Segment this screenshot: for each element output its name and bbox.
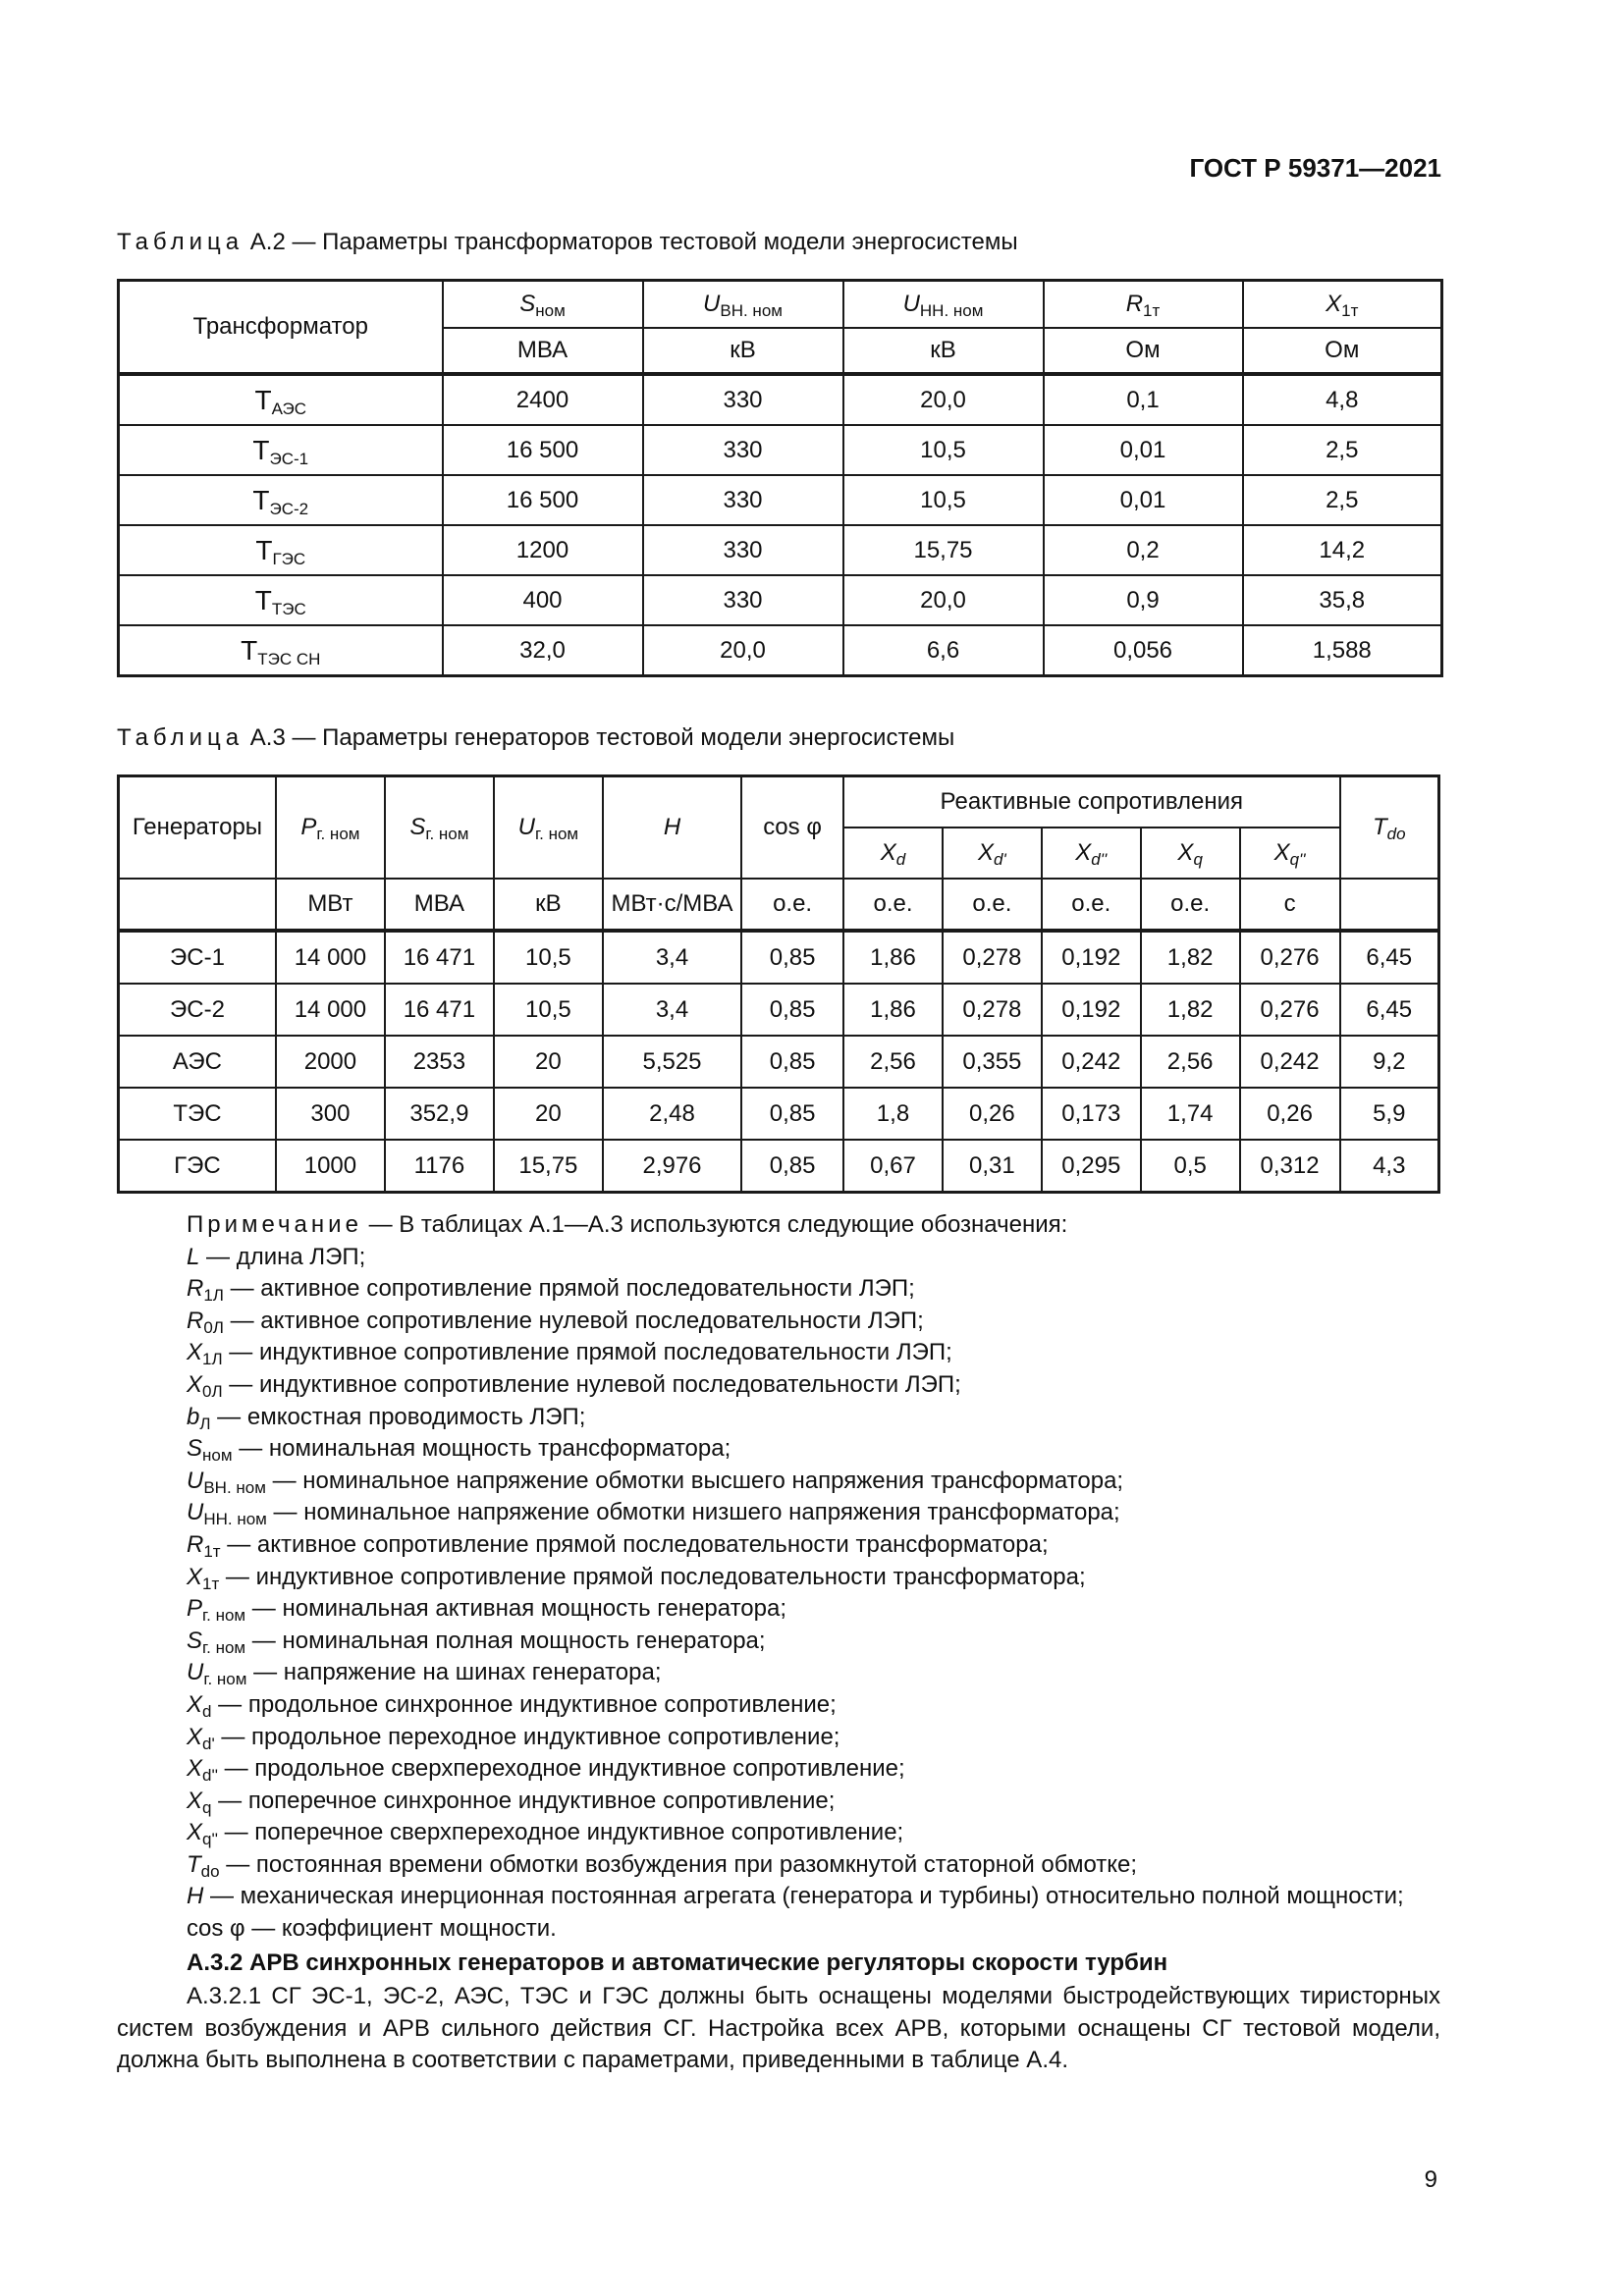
header-s-nom: $S_{ном}$	[443, 281, 643, 329]
table-a3	[117, 774, 1440, 1194]
note-item: $R_{1т}$ — активное сопротивление прямой последовательности трансформатора;	[187, 1530, 1049, 1561]
table-cell: 16 471	[385, 984, 494, 1036]
caption-label: Таблица	[117, 229, 244, 255]
table-cell: 16 500	[443, 475, 643, 525]
table-cell: 0,01	[1044, 475, 1243, 525]
table-cell: 2353	[385, 1036, 494, 1088]
table-cell: 20,0	[843, 575, 1044, 625]
table-cell: 0,278	[943, 931, 1042, 984]
note-item: $S_{г. ном}$ — номинальная полная мощность генератора;	[187, 1627, 766, 1657]
table-cell: 0,355	[943, 1036, 1042, 1088]
table-cell: 1176	[385, 1140, 494, 1193]
table-cell: 10,5	[494, 931, 603, 984]
table-cell: 1,82	[1141, 931, 1240, 984]
unit-cell-empty	[119, 879, 276, 931]
table-row	[119, 525, 1442, 575]
unit-cell: о.е.	[1141, 879, 1240, 931]
table-row	[119, 984, 1439, 1036]
header-cos-phi: cos φ	[741, 776, 843, 880]
table-cell: 2,56	[1141, 1036, 1240, 1088]
table-cell: 0,9	[1044, 575, 1243, 625]
note-item: $X_{d''}$ — продольное сверхпереходное индуктивное сопротивление;	[187, 1755, 905, 1786]
generator-name: ЭС-1	[119, 931, 276, 984]
table-cell: 6,45	[1340, 931, 1439, 984]
table-cell: 0,01	[1044, 425, 1243, 475]
table-cell: 32,0	[443, 625, 643, 676]
table-cell: 0,192	[1042, 931, 1141, 984]
notes-intro: Примечание — В таблицах А.1—А.3 используются следующие обозначения:	[187, 1211, 1068, 1238]
caption-text: А.3 — Параметры генераторов тестовой модели энергосистемы	[249, 724, 955, 751]
note-item: $b_Л$ — емкостная проводимость ЛЭП;	[187, 1403, 586, 1433]
table-cell: 20,0	[843, 374, 1044, 425]
table-row	[119, 931, 1439, 984]
note-item: $S_{ном}$ — номинальная мощность трансформатора;	[187, 1435, 731, 1466]
note-item: $X_{0Л}$ — индуктивное сопротивление нулевой последовательности ЛЭП;	[187, 1370, 961, 1401]
table-cell: 1,86	[843, 931, 943, 984]
table-row	[119, 475, 1442, 525]
table-cell: 0,85	[741, 1140, 843, 1193]
table-cell: 3,4	[603, 984, 741, 1036]
table-row	[119, 374, 1442, 425]
table-cell: 2,5	[1243, 425, 1442, 475]
caption-label: Таблица	[117, 724, 244, 751]
table-cell: 0,85	[741, 1036, 843, 1088]
note-item: $X_q$ — поперечное синхронное индуктивное сопротивление;	[187, 1787, 836, 1817]
standard-designation: ГОСТ Р 59371—2021	[1189, 153, 1441, 183]
header-u-vn-nom: $U_{ВН. ном}$	[643, 281, 843, 329]
units-row	[119, 879, 1439, 931]
unit-cell: МВт	[276, 879, 385, 931]
table-a3-caption	[117, 724, 954, 752]
header-u-nom: $U_{г. ном}$	[494, 776, 603, 880]
table-cell: 0,85	[741, 931, 843, 984]
table-cell: 0,173	[1042, 1088, 1141, 1140]
table-cell: 0,26	[943, 1088, 1042, 1140]
note-item: $X_d$ — продольное синхронное индуктивное сопротивление;	[187, 1690, 837, 1721]
table-cell: 20	[494, 1036, 603, 1088]
table-cell: 0,242	[1240, 1036, 1340, 1088]
table-cell: 1000	[276, 1140, 385, 1193]
header-h: H	[603, 776, 741, 880]
table-cell: 0,85	[741, 1088, 843, 1140]
note-item: $P_{г. ном}$ — номинальная активная мощность генератора;	[187, 1595, 787, 1626]
table-cell: 14 000	[276, 931, 385, 984]
table-row	[119, 425, 1442, 475]
table-cell: 20,0	[643, 625, 843, 676]
table-cell: 10,5	[843, 475, 1044, 525]
header-generators: Генераторы	[119, 776, 276, 880]
table-cell: 0,278	[943, 984, 1042, 1036]
note-item: L — длина ЛЭП;	[187, 1243, 366, 1270]
generator-name: АЭС	[119, 1036, 276, 1088]
header-xq-subtransient: $X_{q''}$	[1240, 828, 1340, 879]
table-cell: 2,5	[1243, 475, 1442, 525]
table-cell: 15,75	[494, 1140, 603, 1193]
table-cell: 6,6	[843, 625, 1044, 676]
generator-name: ЭС-2	[119, 984, 276, 1036]
table-cell: 1,8	[843, 1088, 943, 1140]
transformer-name: $Т_{АЭС}$	[119, 374, 443, 425]
note-item: $X_{1т}$ — индуктивное сопротивление прямой последовательности трансформатора;	[187, 1563, 1086, 1593]
table-cell: 2,48	[603, 1088, 741, 1140]
transformer-name: $Т_{ГЭС}$	[119, 525, 443, 575]
table-cell: 1,588	[1243, 625, 1442, 676]
header-p-nom: $P_{г. ном}$	[276, 776, 385, 880]
note-item: $X_{1Л}$ — индуктивное сопротивление прямой последовательности ЛЭП;	[187, 1339, 952, 1369]
unit-cell: кВ	[494, 879, 603, 931]
generator-name: ТЭС	[119, 1088, 276, 1140]
note-item: $U_{ВН. ном}$ — номинальное напряжение обмотки высшего напряжения трансформатора;	[187, 1467, 1124, 1497]
note-item: cos φ — коэффициент мощности.	[187, 1915, 557, 1943]
table-cell: 5,525	[603, 1036, 741, 1088]
header-r1t: $R_{1т}$	[1044, 281, 1243, 329]
note-item: $R_{1Л}$ — активное сопротивление прямой последовательности ЛЭП;	[187, 1275, 915, 1306]
note-item: $T_{do}$ — постоянная времени обмотки возбуждения при разомкнутой статорной обмотке;	[187, 1850, 1138, 1881]
table-cell: 3,4	[603, 931, 741, 984]
table-cell: 15,75	[843, 525, 1044, 575]
table-cell: 0,2	[1044, 525, 1243, 575]
note-item: $X_{q''}$ — поперечное сверхпереходное индуктивное сопротивление;	[187, 1819, 904, 1849]
table-cell: 330	[643, 374, 843, 425]
note-item: $R_{0Л}$ — активное сопротивление нулевой последовательности ЛЭП;	[187, 1307, 924, 1337]
table-row	[119, 625, 1442, 676]
transformer-name: $Т_{ЭС-2}$	[119, 475, 443, 525]
note-item: H — механическая инерционная постоянная агрегата (генератора и турбины) относительно полной мощности;	[187, 1883, 1404, 1910]
table-cell: 0,192	[1042, 984, 1141, 1036]
header-xd-subtransient: $X_{d''}$	[1042, 828, 1141, 879]
unit-cell: о.е.	[943, 879, 1042, 931]
unit-cell: Ом	[1243, 328, 1442, 374]
table-cell: 4,8	[1243, 374, 1442, 425]
table-row	[119, 575, 1442, 625]
note-item: $U_{НН. ном}$ — номинальное напряжение обмотки низшего напряжения трансформатора;	[187, 1499, 1120, 1529]
unit-cell: кВ	[643, 328, 843, 374]
table-cell: 0,312	[1240, 1140, 1340, 1193]
transformer-name: $Т_{ТЭС СН}$	[119, 625, 443, 676]
header-transformer: Трансформатор	[119, 281, 443, 375]
unit-cell: о.е.	[843, 879, 943, 931]
table-cell: 10,5	[494, 984, 603, 1036]
table-row	[119, 1140, 1439, 1193]
header-u-nn-nom: $U_{НН. ном}$	[843, 281, 1044, 329]
caption-text: А.2 — Параметры трансформаторов тестовой модели энергосистемы	[249, 229, 1018, 255]
table-cell: 4,3	[1340, 1140, 1439, 1193]
table-cell: 0,276	[1240, 984, 1340, 1036]
table-cell: 400	[443, 575, 643, 625]
table-cell: 6,45	[1340, 984, 1439, 1036]
table-a2	[117, 279, 1443, 677]
transformer-name: $Т_{ТЭС}$	[119, 575, 443, 625]
table-cell: 1,82	[1141, 984, 1240, 1036]
table-cell: 5,9	[1340, 1088, 1439, 1140]
table-cell: 16 500	[443, 425, 643, 475]
header-s-nom: $S_{г. ном}$	[385, 776, 494, 880]
section-heading: А.3.2 АРВ синхронных генераторов и автоматические регуляторы скорости турбин	[187, 1949, 1168, 1976]
table-cell: 14 000	[276, 984, 385, 1036]
unit-cell: с	[1240, 879, 1340, 931]
table-cell: 330	[643, 575, 843, 625]
table-cell: 1,74	[1141, 1088, 1240, 1140]
note-item: $U_{г. ном}$ — напряжение на шинах генератора;	[187, 1659, 662, 1689]
unit-cell: о.е.	[1042, 879, 1141, 931]
table-cell: 0,5	[1141, 1140, 1240, 1193]
table-cell: 1,86	[843, 984, 943, 1036]
notes-block	[187, 1209, 1404, 1946]
table-cell: 2000	[276, 1036, 385, 1088]
unit-cell: Ом	[1044, 328, 1243, 374]
table-cell: 2,56	[843, 1036, 943, 1088]
note-item: $X_{d'}$ — продольное переходное индуктивное сопротивление;	[187, 1723, 840, 1753]
table-cell: 0,85	[741, 984, 843, 1036]
table-cell: 1200	[443, 525, 643, 575]
header-reactances: Реактивные сопротивления	[843, 776, 1339, 828]
table-row	[119, 1036, 1439, 1088]
table-cell: 0,31	[943, 1140, 1042, 1193]
table-cell: 300	[276, 1088, 385, 1140]
table-cell: 20	[494, 1088, 603, 1140]
table-cell: 2400	[443, 374, 643, 425]
unit-cell: МВА	[385, 879, 494, 931]
header-tdo: $T_{do}$	[1340, 776, 1439, 880]
transformer-name: $Т_{ЭС-1}$	[119, 425, 443, 475]
header-xd-transient: $X_{d'}$	[943, 828, 1042, 879]
unit-cell: о.е.	[741, 879, 843, 931]
unit-cell: кВ	[843, 328, 1044, 374]
table-cell: 0,242	[1042, 1036, 1141, 1088]
table-cell: 14,2	[1243, 525, 1442, 575]
table-cell: 9,2	[1340, 1036, 1439, 1088]
table-cell: 0,1	[1044, 374, 1243, 425]
table-cell: 0,276	[1240, 931, 1340, 984]
unit-cell: МВА	[443, 328, 643, 374]
header-x1t: $X_{1т}$	[1243, 281, 1442, 329]
table-cell: 2,976	[603, 1140, 741, 1193]
unit-cell: МВт·с/МВА	[603, 879, 741, 931]
table-a2-caption	[117, 229, 1018, 256]
table-cell: 330	[643, 425, 843, 475]
table-cell: 330	[643, 475, 843, 525]
generator-name: ГЭС	[119, 1140, 276, 1193]
page-number: 9	[1424, 2166, 1437, 2193]
table-row	[119, 1088, 1439, 1140]
table-cell: 10,5	[843, 425, 1044, 475]
table-cell: 352,9	[385, 1088, 494, 1140]
table-cell: 330	[643, 525, 843, 575]
section-paragraph: А.3.2.1 СГ ЭС-1, ЭС-2, АЭС, ТЭС и ГЭС должны быть оснащены моделями быстродействующих тиристорных систем возбуждения и АРВ сильного действия СГ. Настройка всех АРВ, которыми оснащены СГ тестовой модели, должна быть выполнена в соответствии с параметрами, приведенными в таблице А.4.	[117, 1983, 1440, 2074]
table-cell: 16 471	[385, 931, 494, 984]
table-cell: 0,67	[843, 1140, 943, 1193]
table-cell: 0,056	[1044, 625, 1243, 676]
table-cell: 0,26	[1240, 1088, 1340, 1140]
table-cell: 35,8	[1243, 575, 1442, 625]
header-xd: $X_d$	[843, 828, 943, 879]
table-cell: 0,295	[1042, 1140, 1141, 1193]
header-xq: $X_q$	[1141, 828, 1240, 879]
